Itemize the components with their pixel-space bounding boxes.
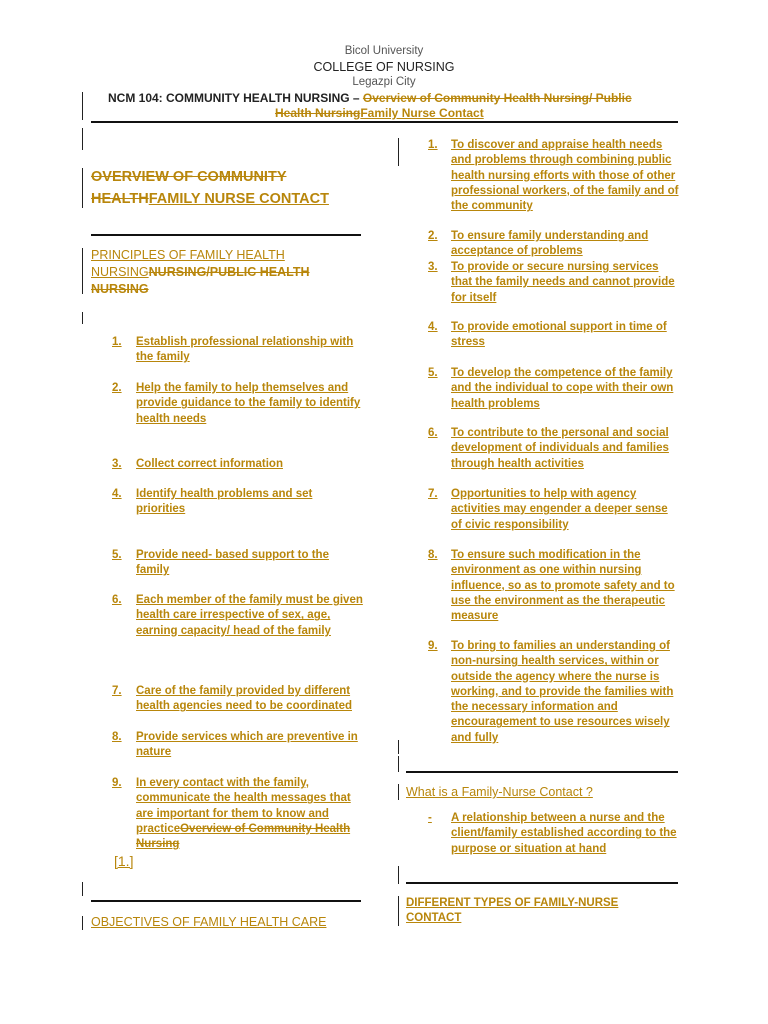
title-rule — [91, 234, 361, 236]
list-text — [136, 776, 364, 852]
title-inserted-text: FAMILY NURSE CONTACT — [148, 191, 329, 207]
list-text: Provide need- based support to the family — [136, 549, 329, 577]
list-number: 5. — [428, 367, 438, 379]
course-deleted-text-2: Health Nursing — [275, 106, 361, 120]
list-number: 3. — [428, 261, 438, 273]
principles-heading-deleted-2: NURSING — [91, 282, 149, 296]
college-name: COLLEGE OF NURSING — [313, 60, 455, 74]
change-bar — [398, 896, 399, 926]
list-item — [112, 457, 364, 472]
course-code: NCM 104: COMMUNITY HEALTH NURSING – — [108, 91, 363, 105]
list-number: 4. — [428, 321, 438, 333]
change-bar — [398, 740, 399, 754]
list-text-inserted: In every contact with the family, communicate the health messages that are important for them to know and practice — [136, 777, 351, 835]
types-heading: DIFFERENT TYPES OF FAMILY-NURSE CONTACT — [406, 897, 619, 925]
list-number: 2. — [428, 230, 438, 242]
principles-heading-line1: PRINCIPLES OF FAMILY HEALTH — [91, 248, 285, 262]
list-number: 8. — [428, 549, 438, 561]
title-deleted-text: OVERVIEW OF COMMUNITY — [91, 169, 287, 185]
list-item — [112, 593, 364, 639]
change-bar — [82, 168, 83, 208]
question-rule — [406, 771, 678, 773]
change-bar — [82, 92, 83, 120]
comment-reference[interactable]: [1.] — [114, 853, 134, 869]
list-text: Opportunities to help with agency activities may engender a deeper sense of civic responsibility — [451, 488, 668, 531]
list-number: 5. — [112, 549, 122, 561]
list-item — [428, 639, 680, 746]
list-number: 7. — [112, 685, 122, 697]
list-text: To provide emotional support in time of stress — [451, 321, 667, 349]
list-text: Collect correct information — [136, 458, 283, 470]
list-item — [112, 335, 364, 366]
course-inserted-text: Family Nurse Contact — [360, 106, 484, 120]
list-number: 6. — [112, 594, 122, 606]
question-heading: What is a Family-Nurse Contact ? — [406, 785, 593, 799]
change-bar — [82, 916, 83, 930]
course-deleted-text: Overview of Community Health Nursing/ Public — [362, 91, 632, 105]
change-bar — [398, 138, 399, 166]
list-text: To ensure family understanding and acceptance of problems — [451, 230, 649, 258]
list-text: Establish professional relationship with the family — [136, 336, 354, 364]
list-text-deleted: Overview of Community Health Nursing — [136, 822, 351, 851]
course-title-line2 — [275, 106, 484, 120]
list-number: 6. — [428, 427, 438, 439]
list-item — [112, 548, 364, 579]
list-item — [112, 487, 364, 518]
list-text: To bring to families an understanding of non-nursing health services, within or outside the agency where the nurse is working, and to provide the families with the necessary information and encouragement to use resources wisely and fully — [451, 640, 674, 744]
list-number: 4. — [112, 488, 122, 500]
list-item — [112, 684, 364, 715]
list-item — [428, 366, 680, 412]
list-item — [428, 260, 680, 306]
list-number: 1. — [112, 336, 122, 348]
list-item — [428, 426, 680, 472]
change-bar — [82, 248, 83, 294]
principles-heading — [91, 247, 371, 298]
list-item — [428, 320, 680, 351]
list-number: 1. — [428, 139, 438, 151]
principles-heading-deleted: NURSING/PUBLIC HEALTH — [148, 265, 310, 279]
list-number: 9. — [428, 640, 438, 652]
principles-heading-inserted: NURSING — [91, 265, 149, 279]
list-item — [428, 138, 680, 214]
list-number: 7. — [428, 488, 438, 500]
course-title — [108, 91, 668, 105]
list-item — [112, 381, 364, 427]
list-number: 9. — [112, 777, 122, 789]
list-text: To develop the competence of the family and the individual to cope with their own health problems — [451, 367, 674, 410]
list-item — [428, 487, 680, 533]
university-name: Bicol University — [344, 45, 424, 57]
list-text: To discover and appraise health needs and problems through combining public health nursing efforts with those of other professional workers, of the family and of the community — [451, 139, 679, 213]
list-text: Each member of the family must be given health care irrespective of sex, age, earning capacity/ head of the family — [136, 594, 363, 637]
list-item — [428, 229, 680, 260]
title-deleted-text-2: HEALTH — [91, 191, 149, 207]
list-text: Provide services which are preventive in nature — [136, 731, 358, 759]
change-bar — [82, 312, 83, 324]
list-text: To provide or secure nursing services that the family needs and cannot provide for itself — [451, 261, 675, 304]
objectives-rule — [91, 900, 361, 902]
change-bar — [398, 866, 399, 884]
list-item — [428, 811, 680, 857]
change-bar — [398, 784, 399, 800]
list-text: To contribute to the personal and social development of individuals and families through health activities — [451, 427, 669, 470]
list-text: To ensure such modification in the environment as one within nursing influence, so as to promote safety and to use the environment as the therapeutic measure — [451, 549, 675, 623]
list-item — [428, 548, 680, 624]
list-item — [112, 776, 364, 852]
objectives-heading: OBJECTIVES OF FAMILY HEALTH CARE — [91, 915, 327, 929]
list-item — [112, 730, 364, 761]
city-name: Legazpi City — [352, 76, 416, 88]
types-rule — [406, 882, 678, 884]
header-rule — [91, 121, 678, 123]
change-bar — [82, 128, 83, 150]
list-text: Help the family to help themselves and provide guidance to the family to identify health needs — [136, 382, 361, 425]
answer-dash: - — [428, 812, 432, 824]
list-number: 2. — [112, 382, 122, 394]
change-bar — [398, 756, 399, 772]
answer-text: A relationship between a nurse and the client/family established according to the purpose or situation at hand — [451, 812, 677, 855]
list-text: Care of the family provided by different health agencies need to be coordinated — [136, 685, 352, 713]
list-text: Identify health problems and set priorities — [136, 488, 313, 516]
page-title — [91, 166, 371, 210]
list-number: 8. — [112, 731, 122, 743]
change-bar — [82, 882, 83, 896]
list-number: 3. — [112, 458, 122, 470]
